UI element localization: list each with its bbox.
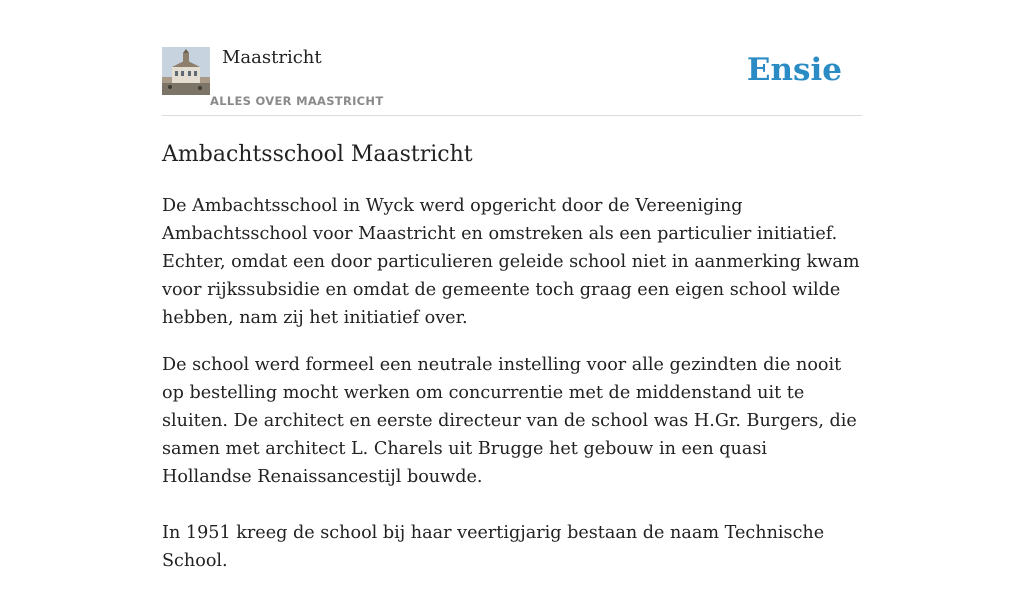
site-avatar[interactable]: [162, 47, 210, 95]
article-body: [162, 192, 862, 594]
site-tagline: ALLES OVER MAASTRICHT: [210, 94, 384, 108]
page: [162, 0, 862, 571]
article-paragraph: In 1951 kreeg de school bij haar veertigjarig bestaan de naam Technische School.: [162, 523, 825, 571]
site-header: [162, 0, 862, 116]
article-paragraph: De Ambachtsschool in Wyck werd opgericht door de Vereeniging Ambachtsschool voor Maastricht en omstreken als een particulier initiatief. Echter, omdat een door particulieren geleide school niet in aanmerking kwam voor rijkssubsidie en omdat de gemeente toch graag een eigen school wilde hebben, nam zij het initiatief over.: [162, 196, 860, 328]
article-title: Ambachtsschool Maastricht: [162, 142, 473, 167]
site-name[interactable]: Maastricht: [222, 47, 322, 68]
city-hall-icon: [162, 47, 210, 95]
ensie-logo[interactable]: Ensie: [746, 52, 842, 88]
article-paragraph: De school werd formeel een neutrale instelling voor alle gezindten die nooit op bestelling mocht werken om concurrentie met de middenstand uit te sluiten. De architect en eerste directeur van de school was H.Gr. Burgers, die samen met architect L. Charels uit Brugge het gebouw in een quasi Hollandse Renaissancestijl bouwde.: [162, 355, 857, 487]
